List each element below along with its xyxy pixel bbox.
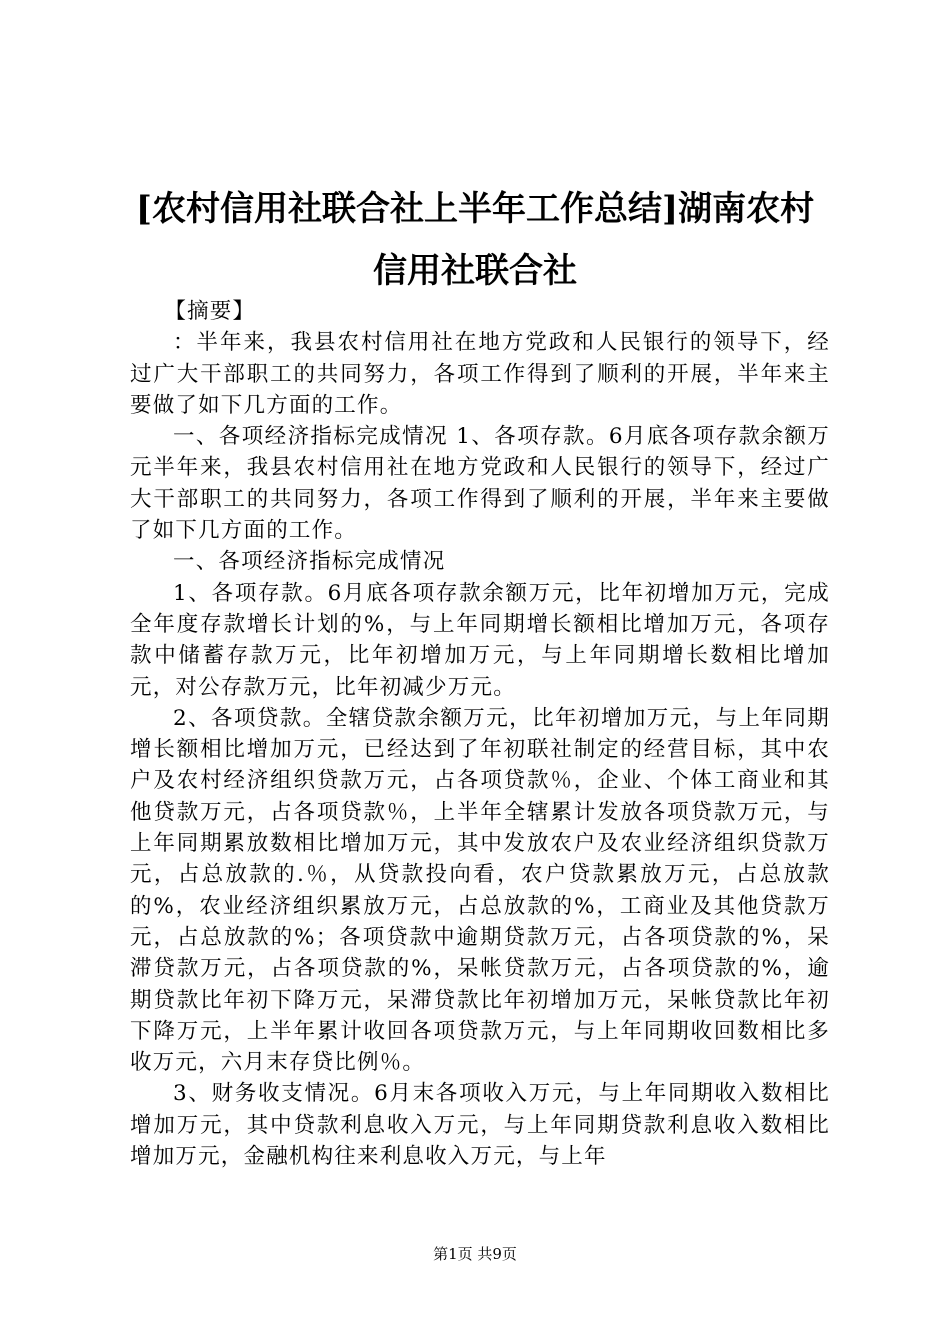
body-paragraph: ：半年来，我县农村信用社在地方党政和人民银行的领导下，经过广大干部职工的共同努力，各项工作得到了顺利的开展，半年来主要做了如下几方面的工作。 [130, 330, 830, 418]
section-heading: 一、各项经济指标完成情况 [173, 549, 446, 575]
body-paragraph: 1、各项存款。6月底各项存款余额万元，比年初增加万元，完成全年度存款增长计划的%，与上年同期增长额相比增加万元，各项存款中储蓄存款万元，比年初增加万元，与上年同期增长数相比增加元，对公存款万元，比年初减少万元。 [130, 580, 830, 700]
document-body [130, 296, 830, 1172]
body-paragraph: 2、各项贷款。全辖贷款余额万元，比年初增加万元，与上年同期增长额相比增加万元，已经达到了年初联社制定的经营目标，其中农户及农村经济组织贷款万元，占各项贷款％，企业、个体工商业和其他贷款万元，占各项贷款％，上半年全辖累计发放各项贷款万元，与上年同期累放数相比增加万元，其中发放农户及农业经济组织贷款万元，占总放款的.％，从贷款投向看，农户贷款累放万元，占总放款的%，农业经济组织累放万元，占总放款的%，工商业及其他贷款万元，占总放款的%；各项贷款中逾期贷款万元，占各项贷款的%，呆滞贷款万元，占各项贷款的%，呆帐贷款万元，占各项贷款的%，逾期贷款比年初下降万元，呆滞贷款比年初增加万元，呆帐贷款比年初下降万元，上半年累计收回各项贷款万元，与上年同期收回数相比多收万元，六月末存贷比例％。 [130, 705, 830, 1076]
body-paragraph: 3、财务收支情况。6月末各项收入万元，与上年同期收入数相比增加万元，其中贷款利息收入万元，与上年同期贷款利息收入数相比增加万元，金融机构往来利息收入万元，与上年 [130, 1081, 830, 1170]
abstract-heading: 【摘要】 [164, 299, 256, 324]
document-title: [农村信用社联合社上半年工作总结]湖南农村信用社联合社 [135, 189, 815, 291]
body-paragraph: 一、各项经济指标完成情况 1、各项存款。6月底各项存款余额万元半年来，我县农村信用社在地方党政和人民银行的领导下，经过广大干部职工的共同努力，各项工作得到了顺利的开展，半年来主要做了如下几方面的工作。 [130, 424, 830, 544]
page-number-footer: 第1页 共9页 [433, 1245, 517, 1263]
